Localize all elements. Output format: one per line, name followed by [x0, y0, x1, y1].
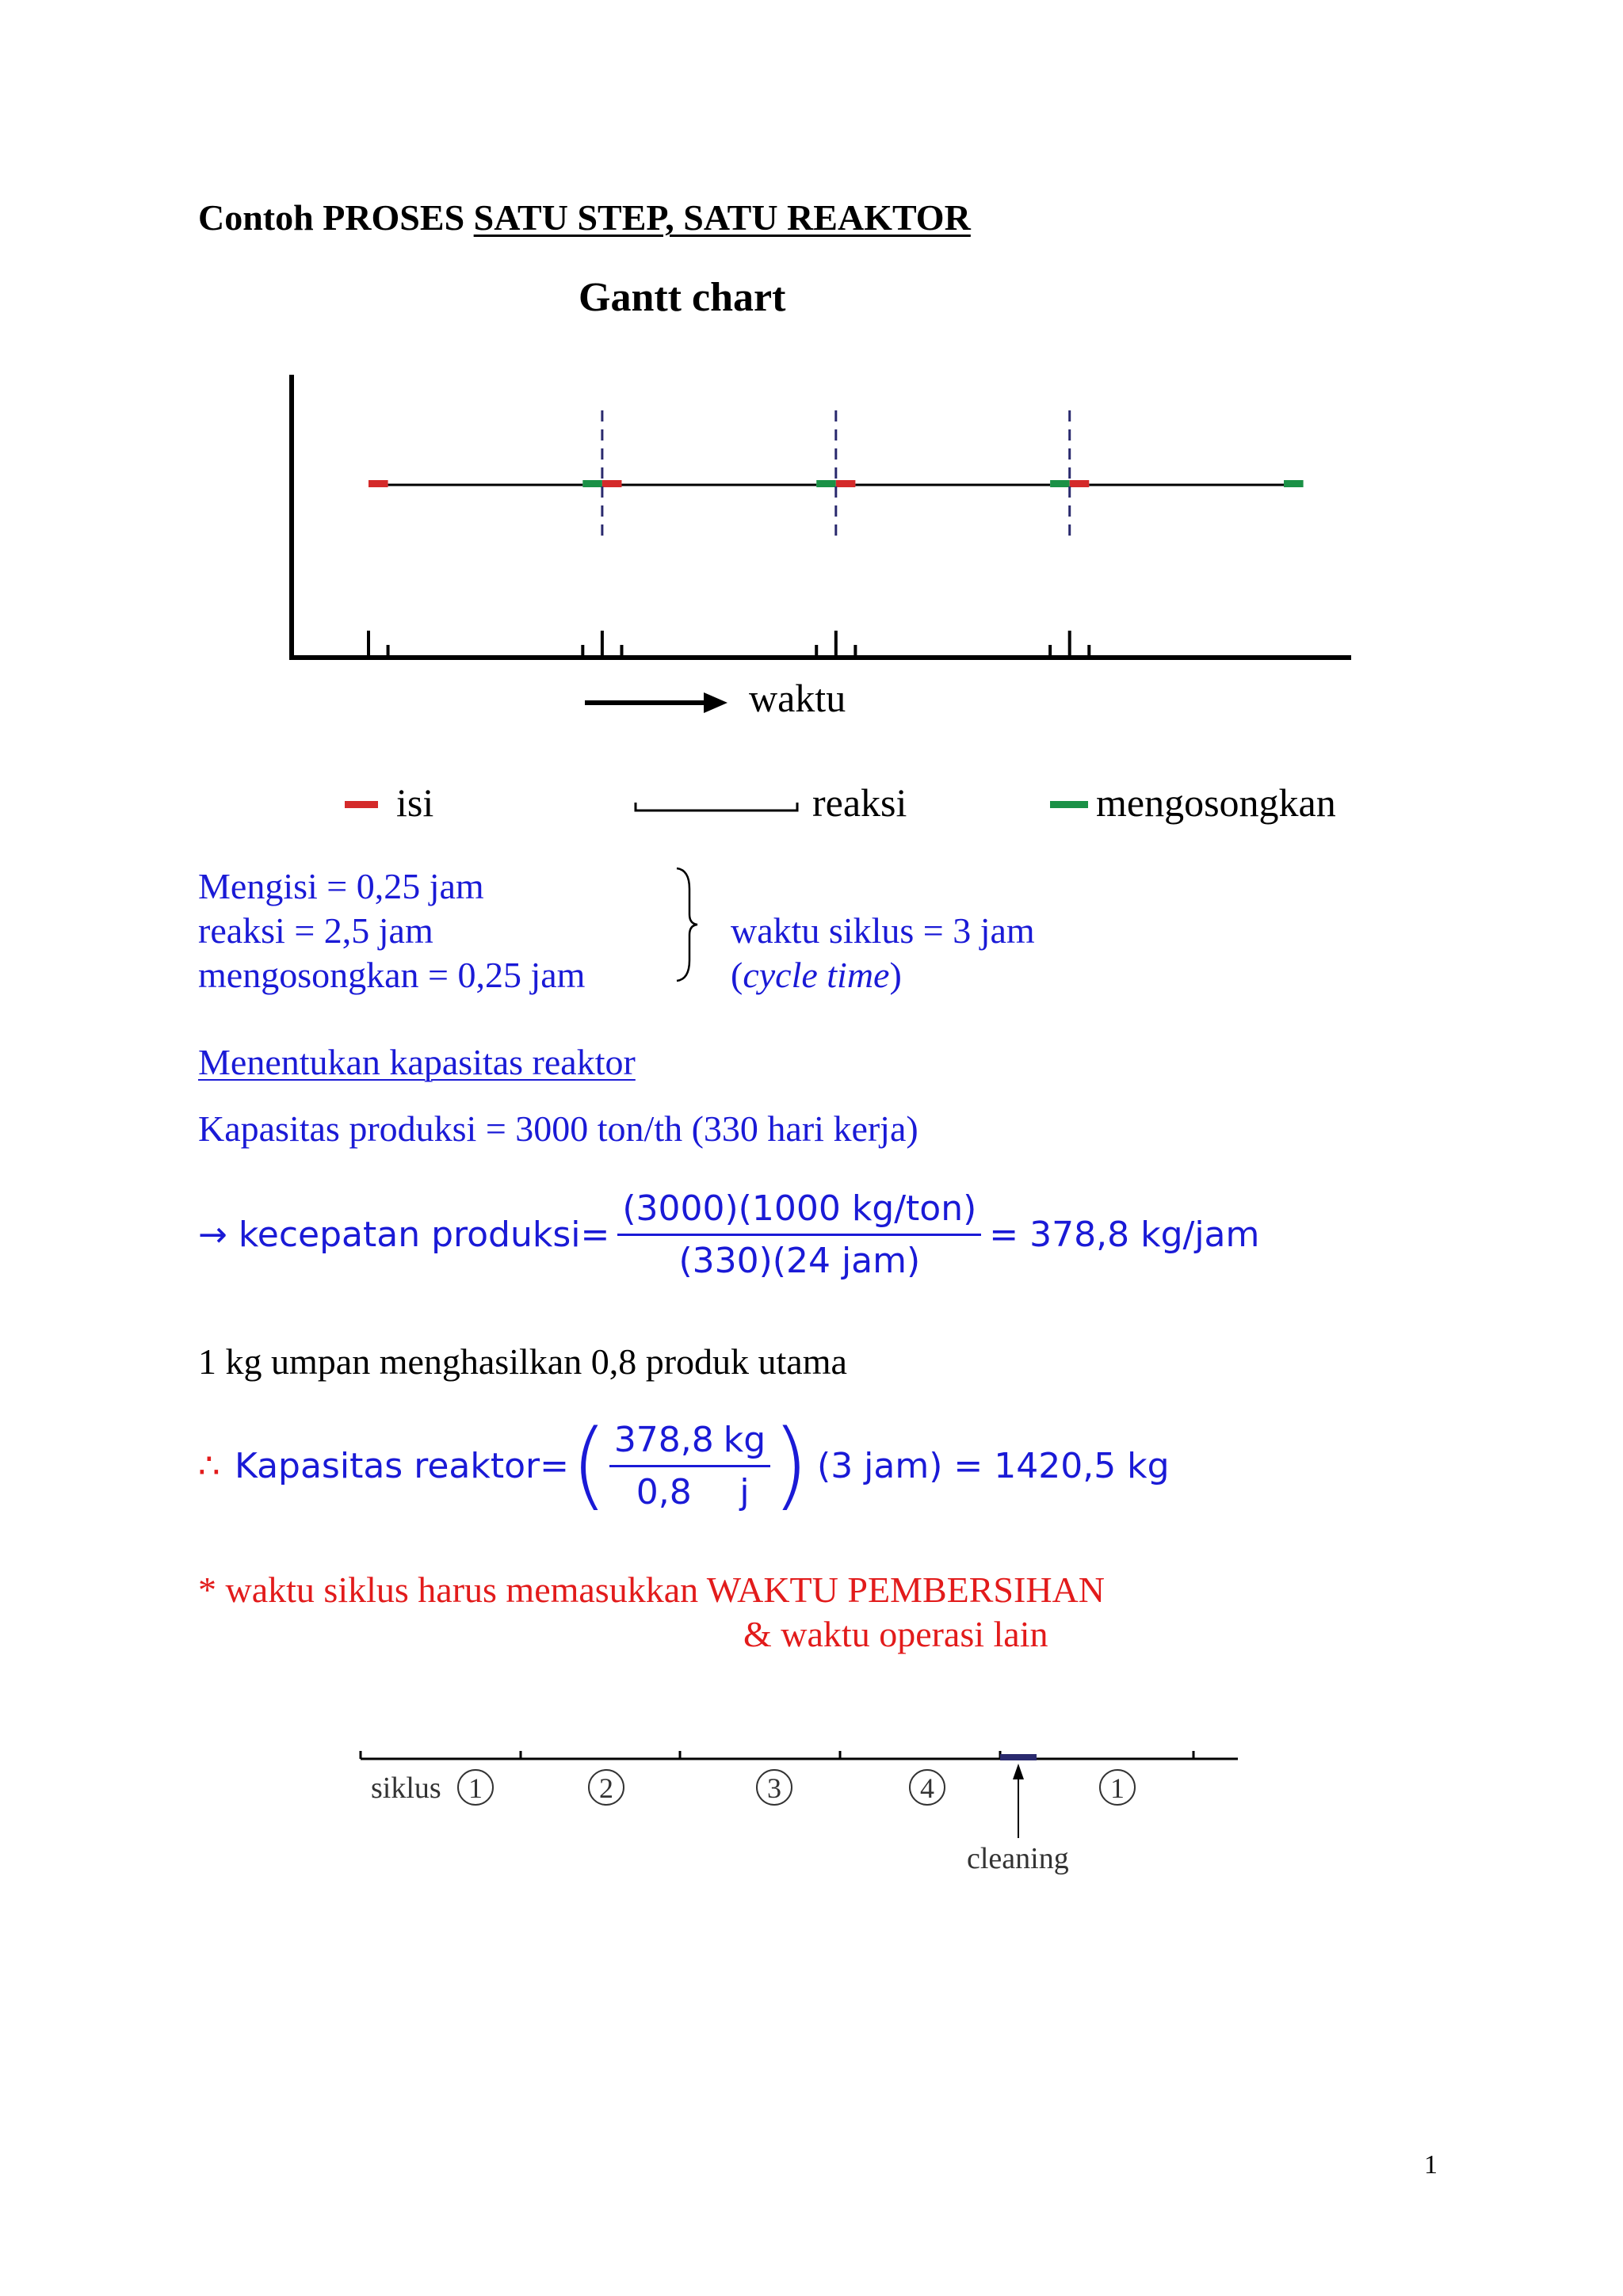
reactor-fraction	[609, 1420, 719, 1512]
cycle-number: 4	[920, 1772, 934, 1804]
cycle-en-text: cycle time	[743, 955, 890, 995]
gantt-empty-bar	[582, 480, 602, 487]
time-arrow-head-icon	[704, 692, 727, 713]
rate-denominator: (330)(24 jam)	[678, 1241, 921, 1281]
capacity-heading-text: Menentukan kapasitas reaktor	[198, 1042, 636, 1082]
cycle-number: 2	[599, 1772, 613, 1804]
time-fill: Mengisi = 0,25 jam	[198, 866, 484, 906]
rate-result: = 378,8 kg/jam	[989, 1215, 1260, 1255]
timeline-label: siklus	[371, 1772, 441, 1805]
cycle-en-open: (	[731, 955, 743, 995]
gantt-fill-bar	[1070, 480, 1090, 487]
reactor-equation	[198, 1410, 1170, 1520]
cleaning-block	[1000, 1754, 1037, 1760]
rate-numerator: (3000)(1000 kg/ton)	[617, 1188, 981, 1236]
gantt-chart	[0, 0, 1623, 856]
cycle-en-close: )	[889, 955, 902, 995]
capacity-heading	[198, 1041, 636, 1083]
gantt-empty-bar	[1050, 480, 1070, 487]
gantt-empty-bar	[816, 480, 836, 487]
reactor-denominator: 0,8	[636, 1471, 692, 1512]
unit-numerator: kg	[719, 1420, 770, 1467]
rate-label: → kecepatan produksi=	[198, 1215, 610, 1255]
cycle-number: 1	[1110, 1772, 1125, 1804]
legend-empty-label: mengosongkan	[1096, 780, 1336, 825]
left-paren: (	[570, 1410, 608, 1520]
legend-fill-label: isi	[396, 780, 434, 825]
reactor-result: (3 jam) = 1420,5 kg	[817, 1445, 1170, 1486]
cycle-number: 3	[767, 1772, 781, 1804]
note-line-2: & waktu operasi lain	[743, 1614, 1048, 1654]
gantt-fill-bar	[602, 480, 622, 487]
cycle-number: 1	[468, 1772, 483, 1804]
legend-reaction-label: reaksi	[812, 780, 907, 825]
right-paren: )	[772, 1410, 810, 1520]
therefore-symbol: ∴	[198, 1445, 220, 1486]
gantt-plot	[0, 0, 1623, 856]
heading-prefix: Contoh PROSES	[198, 197, 474, 238]
legend-fill-swatch	[345, 801, 378, 808]
unit-fraction	[719, 1420, 770, 1512]
legend-empty-swatch	[1050, 801, 1088, 808]
note-line-1: * waktu siklus harus memasukkan WAKTU PEMBERSIHAN	[198, 1569, 1105, 1610]
brace-icon	[672, 865, 704, 984]
gantt-title: Gantt chart	[579, 275, 786, 320]
time-reaction: reaksi = 2,5 jam	[198, 910, 433, 951]
legend-reaction-swatch	[634, 796, 800, 814]
gantt-empty-bar	[1284, 480, 1304, 487]
time-cycle-en	[731, 954, 902, 996]
gantt-axis-label: waktu	[749, 676, 846, 720]
gantt-fill-bar	[836, 480, 856, 487]
gantt-fill-bar	[369, 480, 388, 487]
reactor-numerator: 378,8	[609, 1420, 719, 1467]
rate-fraction	[617, 1188, 981, 1281]
heading-underlined: SATU STEP, SATU REAKTOR	[473, 197, 971, 238]
cleaning-arrow-head-icon	[1013, 1764, 1024, 1779]
page-number: 1	[1424, 2150, 1438, 2180]
cycle-timeline	[0, 1719, 1623, 1878]
cleaning-label: cleaning	[967, 1842, 1069, 1875]
time-empty: mengosongkan = 0,25 jam	[198, 955, 586, 995]
rate-equation	[198, 1188, 1259, 1281]
yield-statement: 1 kg umpan menghasilkan 0,8 produk utama	[198, 1341, 847, 1382]
production-capacity: Kapasitas produksi = 3000 ton/th (330 hari kerja)	[198, 1108, 918, 1149]
reactor-label: Kapasitas reaktor=	[235, 1445, 569, 1486]
unit-denominator: j	[739, 1471, 750, 1512]
time-cycle: waktu siklus = 3 jam	[731, 910, 1035, 951]
